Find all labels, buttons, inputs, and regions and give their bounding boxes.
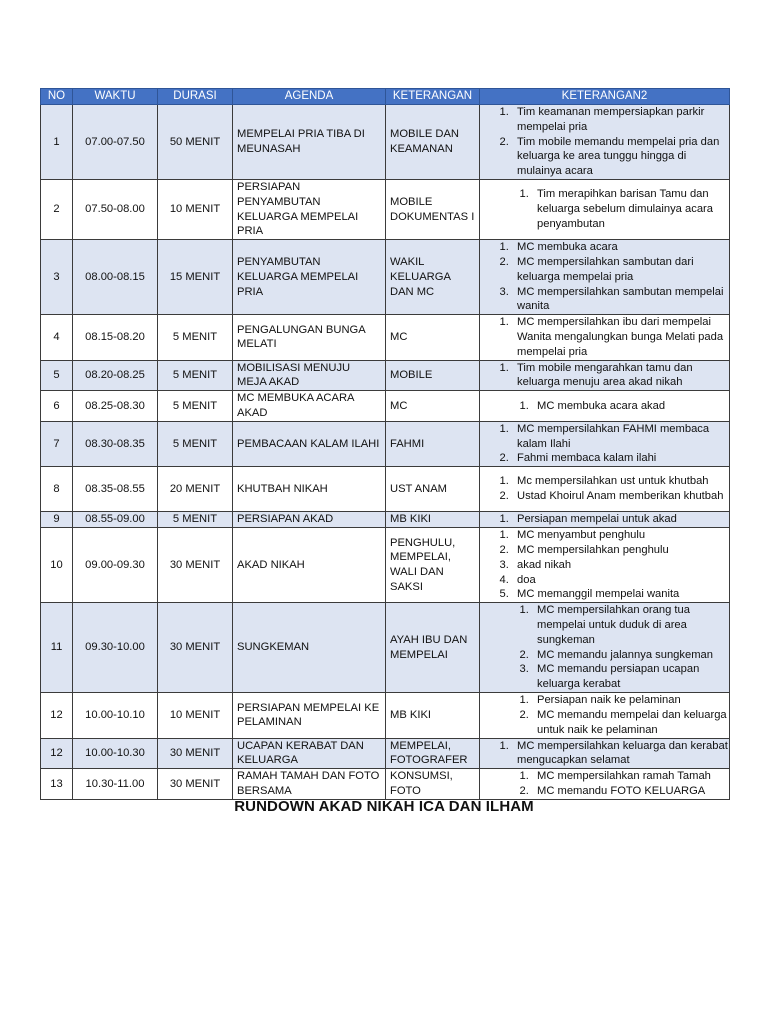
header-no: NO — [41, 89, 73, 105]
cell-keterangan: PENGHULU, MEMPELAI, WALI DAN SAKSI — [386, 528, 480, 603]
rundown-table — [40, 88, 730, 800]
list-item: 4. doa — [512, 573, 729, 588]
cell-agenda: AKAD NIKAH — [233, 528, 386, 603]
cell-no: 2 — [41, 179, 73, 239]
cell-keterangan2 — [480, 467, 730, 512]
cell-keterangan: KONSUMSI, FOTO — [386, 769, 480, 800]
list-item: 1. Tim mobile mengarahkan tamu dan keluarga menuju area akad nikah — [512, 361, 729, 391]
cell-waktu: 07.00-07.50 — [73, 105, 158, 180]
list-item: 1. Tim keamanan mempersiapkan parkir mempelai pria — [512, 105, 729, 135]
cell-durasi: 15 MENIT — [158, 240, 233, 315]
table-row — [41, 738, 730, 769]
document-caption: RUNDOWN AKAD NIKAH ICA DAN ILHAM — [234, 798, 534, 815]
cell-durasi: 10 MENIT — [158, 179, 233, 239]
cell-keterangan2 — [480, 769, 730, 800]
list-item: 2. MC mempersilahkan penghulu — [512, 543, 729, 558]
cell-no: 13 — [41, 769, 73, 800]
cell-agenda: PENYAMBUTAN KELUARGA MEMPELAI PRIA — [233, 240, 386, 315]
list-item: 1. MC menyambut penghulu — [512, 528, 729, 543]
list-item: 2. Tim mobile memandu mempelai pria dan keluarga ke area tunggu hingga di mulainya acara — [512, 135, 729, 179]
keterangan2-list — [480, 512, 729, 527]
cell-durasi: 5 MENIT — [158, 360, 233, 391]
cell-keterangan: MEMPELAI, FOTOGRAFER — [386, 738, 480, 769]
list-item: 2. MC memandu mempelai dan keluarga untuk naik ke pelaminan — [532, 708, 729, 738]
cell-keterangan: MC — [386, 315, 480, 360]
cell-agenda: MOBILISASI MENUJU MEJA AKAD — [233, 360, 386, 391]
cell-keterangan2 — [480, 512, 730, 528]
list-item: 1. Persiapan naik ke pelaminan — [532, 693, 729, 708]
table-row — [41, 467, 730, 512]
cell-durasi: 30 MENIT — [158, 769, 233, 800]
cell-waktu: 09.30-10.00 — [73, 603, 158, 693]
table-row — [41, 421, 730, 466]
cell-no: 11 — [41, 603, 73, 693]
list-item: 3. akad nikah — [512, 558, 729, 573]
list-item: 2. MC memandu FOTO KELUARGA — [532, 784, 729, 799]
list-item: 3. MC mempersilahkan sambutan mempelai wanita — [512, 285, 729, 315]
cell-durasi: 50 MENIT — [158, 105, 233, 180]
header-keterangan2: KETERANGAN2 — [480, 89, 730, 105]
cell-keterangan2 — [480, 179, 730, 239]
cell-no: 12 — [41, 693, 73, 738]
cell-keterangan: AYAH IBU DAN MEMPELAI — [386, 603, 480, 693]
table-row — [41, 769, 730, 800]
cell-waktu: 08.35-08.55 — [73, 467, 158, 512]
cell-durasi: 5 MENIT — [158, 421, 233, 466]
cell-keterangan2 — [480, 240, 730, 315]
list-item: 1. MC mempersilahkan ibu dari mempelai Wanita mengalungkan bunga Melati pada mempelai pria — [512, 315, 729, 359]
cell-waktu: 08.20-08.25 — [73, 360, 158, 391]
keterangan2-list — [480, 769, 729, 799]
table-row — [41, 240, 730, 315]
list-item: 1. MC mempersilahkan orang tua mempelai untuk duduk di area sungkeman — [532, 603, 729, 647]
cell-no: 10 — [41, 528, 73, 603]
list-item: 1. MC mempersilahkan FAHMI membaca kalam Ilahi — [512, 422, 729, 452]
table-row — [41, 179, 730, 239]
cell-no: 6 — [41, 391, 73, 422]
rundown-sheet — [40, 88, 729, 800]
cell-waktu: 08.30-08.35 — [73, 421, 158, 466]
cell-no: 3 — [41, 240, 73, 315]
cell-keterangan2 — [480, 421, 730, 466]
list-item: 1. Tim merapihkan barisan Tamu dan keluarga sebelum dimulainya acara penyambutan — [532, 187, 729, 231]
header-agenda: AGENDA — [233, 89, 386, 105]
cell-agenda: SUNGKEMAN — [233, 603, 386, 693]
cell-keterangan2 — [480, 391, 730, 422]
cell-keterangan2 — [480, 315, 730, 360]
header-durasi: DURASI — [158, 89, 233, 105]
cell-keterangan: MC — [386, 391, 480, 422]
cell-durasi: 5 MENIT — [158, 512, 233, 528]
cell-durasi: 20 MENIT — [158, 467, 233, 512]
cell-agenda: PERSIAPAN PENYAMBUTAN KELUARGA MEMPELAI PRIA — [233, 179, 386, 239]
cell-keterangan2 — [480, 738, 730, 769]
cell-keterangan: MB KIKI — [386, 693, 480, 738]
cell-keterangan: WAKIL KELUARGA DAN MC — [386, 240, 480, 315]
cell-keterangan: MOBILE DOKUMENTAS I — [386, 179, 480, 239]
cell-waktu: 08.25-08.30 — [73, 391, 158, 422]
cell-agenda: MC MEMBUKA ACARA AKAD — [233, 391, 386, 422]
list-item: 2. Ustad Khoirul Anam memberikan khutbah — [512, 489, 729, 504]
cell-agenda: PEMBACAAN KALAM ILAHI — [233, 421, 386, 466]
cell-agenda: MEMPELAI PRIA TIBA DI MEUNASAH — [233, 105, 386, 180]
keterangan2-list — [480, 361, 729, 391]
table-header-row — [41, 89, 730, 105]
cell-keterangan2 — [480, 105, 730, 180]
keterangan2-list — [480, 603, 729, 692]
table-row — [41, 512, 730, 528]
cell-agenda: UCAPAN KERABAT DAN KELUARGA — [233, 738, 386, 769]
cell-durasi: 5 MENIT — [158, 391, 233, 422]
cell-no: 4 — [41, 315, 73, 360]
cell-durasi: 30 MENIT — [158, 738, 233, 769]
list-item: 1. Persiapan mempelai untuk akad — [512, 512, 729, 527]
list-item: 5. MC memanggil mempelai wanita — [512, 587, 729, 602]
cell-durasi: 30 MENIT — [158, 528, 233, 603]
cell-waktu: 10.30-11.00 — [73, 769, 158, 800]
cell-no: 5 — [41, 360, 73, 391]
keterangan2-list — [480, 399, 729, 414]
list-item: 2. Fahmi membaca kalam ilahi — [512, 451, 729, 466]
cell-waktu: 07.50-08.00 — [73, 179, 158, 239]
keterangan2-list — [480, 739, 729, 769]
table-row — [41, 603, 730, 693]
keterangan2-list — [480, 528, 729, 602]
cell-waktu: 09.00-09.30 — [73, 528, 158, 603]
cell-keterangan2 — [480, 360, 730, 391]
header-keterangan: KETERANGAN — [386, 89, 480, 105]
cell-agenda: PERSIAPAN AKAD — [233, 512, 386, 528]
cell-agenda: PERSIAPAN MEMPELAI KE PELAMINAN — [233, 693, 386, 738]
cell-keterangan2 — [480, 603, 730, 693]
list-item: 3. MC memandu persiapan ucapan keluarga kerabat — [532, 662, 729, 692]
cell-keterangan: MOBILE DAN KEAMANAN — [386, 105, 480, 180]
list-item: 2. MC mempersilahkan sambutan dari keluarga mempelai pria — [512, 255, 729, 285]
table-row — [41, 360, 730, 391]
cell-waktu: 08.00-08.15 — [73, 240, 158, 315]
cell-keterangan: MOBILE — [386, 360, 480, 391]
cell-durasi: 5 MENIT — [158, 315, 233, 360]
cell-agenda: RAMAH TAMAH DAN FOTO BERSAMA — [233, 769, 386, 800]
table-row — [41, 693, 730, 738]
header-waktu: WAKTU — [73, 89, 158, 105]
table-row — [41, 528, 730, 603]
cell-keterangan2 — [480, 693, 730, 738]
keterangan2-list — [480, 315, 729, 359]
cell-no: 12 — [41, 738, 73, 769]
cell-waktu: 10.00-10.30 — [73, 738, 158, 769]
table-row — [41, 315, 730, 360]
table-row — [41, 105, 730, 180]
keterangan2-list — [480, 693, 729, 737]
list-item: 1. MC mempersilahkan ramah Tamah — [532, 769, 729, 784]
cell-no: 9 — [41, 512, 73, 528]
list-item: 1. MC mempersilahkan keluarga dan kerabat mengucapkan selamat — [512, 739, 729, 769]
cell-agenda: KHUTBAH NIKAH — [233, 467, 386, 512]
cell-no: 7 — [41, 421, 73, 466]
list-item: 1. MC membuka acara — [512, 240, 729, 255]
keterangan2-list — [480, 474, 729, 504]
cell-durasi: 10 MENIT — [158, 693, 233, 738]
cell-waktu: 08.15-08.20 — [73, 315, 158, 360]
cell-keterangan: FAHMI — [386, 421, 480, 466]
keterangan2-list — [480, 422, 729, 466]
keterangan2-list — [480, 187, 729, 231]
list-item: 1. MC membuka acara akad — [532, 399, 729, 414]
cell-no: 8 — [41, 467, 73, 512]
cell-no: 1 — [41, 105, 73, 180]
cell-keterangan2 — [480, 528, 730, 603]
keterangan2-list — [480, 105, 729, 179]
table-row — [41, 391, 730, 422]
keterangan2-list — [480, 240, 729, 314]
cell-durasi: 30 MENIT — [158, 603, 233, 693]
cell-keterangan: MB KIKI — [386, 512, 480, 528]
cell-waktu: 08.55-09.00 — [73, 512, 158, 528]
list-item: 2. MC memandu jalannya sungkeman — [532, 648, 729, 663]
list-item: 1. Mc mempersilahkan ust untuk khutbah — [512, 474, 729, 489]
cell-agenda: PENGALUNGAN BUNGA MELATI — [233, 315, 386, 360]
cell-keterangan: UST ANAM — [386, 467, 480, 512]
cell-waktu: 10.00-10.10 — [73, 693, 158, 738]
